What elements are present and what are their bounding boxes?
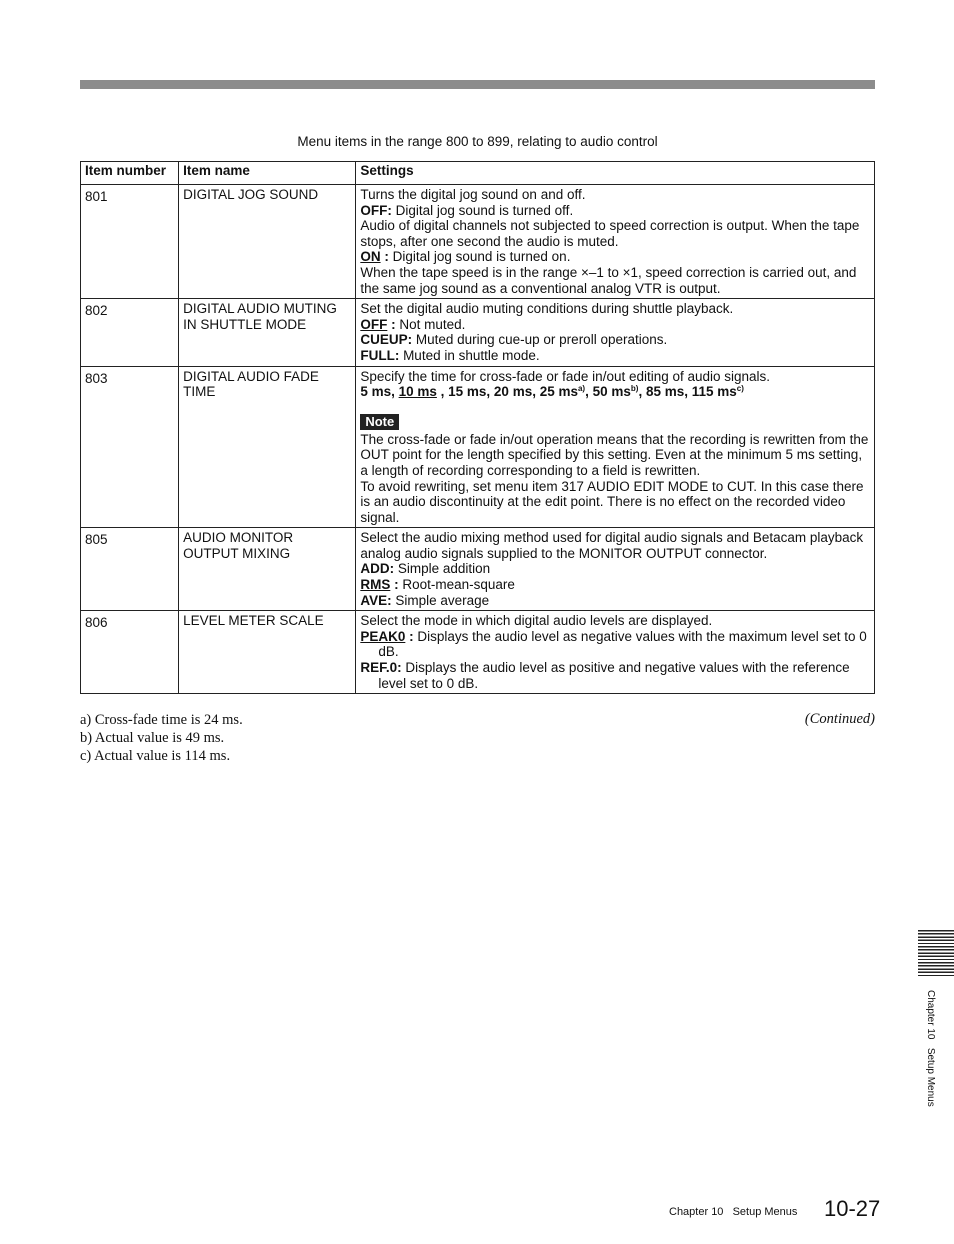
option-text: Muted in shuttle mode. [399,347,540,363]
item-name: DIGITAL AUDIO FADE TIME [179,366,356,528]
option-key: AVE: [360,592,392,608]
option-text: Displays the audio level as negative values with the maximum level set to 0 dB. [378,628,867,660]
option-key: FULL: [360,347,400,363]
item-settings [356,185,875,299]
note-text: The cross-fade or fade in/out operation means that the recording is rewritten from the OUT point for the length specified by this setting. Even at the minimum 5 ms setting, a length of recording corresponding to a field is rewritten. [360,431,869,478]
table-row [81,528,875,611]
option-text: Digital jog sound is turned on. [388,249,571,265]
option-colon: : [390,577,399,593]
footnote-ref: b) [630,384,639,394]
setting-desc: Select the audio mixing method used for digital audio signals and Betacam playback analog audio signals supplied to the MONITOR OUTPUT connector. [360,530,864,561]
option-key: ADD: [360,561,395,577]
item-settings [356,366,875,528]
option-text: Root-mean-square [398,577,515,593]
setting-option [360,203,870,219]
item-settings [356,528,875,611]
table-row [81,366,875,528]
setting-option [360,561,870,577]
note-text: To avoid rewriting, set menu item 317 AUDIO EDIT MODE to CUT. In this case there is an audio discontinuity at the edit point. There is no effect on the recorded video signal. [360,478,864,525]
option-key: OFF: [360,202,392,218]
setting-option [360,629,870,660]
setting-option [360,249,870,265]
item-name: DIGITAL AUDIO MUTING IN SHUTTLE MODE [179,299,356,366]
item-number: 805 [81,528,179,611]
setting-desc: Specify the time for cross-fade or fade in/out editing of audio signals. [360,368,771,384]
item-name: DIGITAL JOG SOUND [179,185,356,299]
option-value: , 50 ms [585,384,631,400]
option-key-default: PEAK0 [360,628,406,644]
option-text: Simple average [391,592,490,608]
table-row [81,299,875,366]
table-row [81,185,875,299]
item-number: 802 [81,299,179,366]
option-text: Digital jog sound is turned off. [391,202,574,218]
header-item-number: Item number [81,162,179,185]
chapter-thumb-tab [918,930,954,978]
option-text: Simple addition [394,561,491,577]
header-settings: Settings [356,162,875,185]
option-value: 5 ms, [360,384,399,400]
item-number: 806 [81,611,179,694]
note-badge: Note [360,414,399,430]
setting-desc: When the tape speed is in the range ×–1 to ×1, speed correction is carried out, and the same jog sound as a conventional analog VTR is output. [360,264,857,296]
table-header-row [81,162,875,185]
setting-desc: Select the mode in which digital audio levels are displayed. [360,613,713,629]
settings-table [80,161,875,694]
setting-option [360,348,870,364]
item-number: 801 [81,185,179,299]
item-name: LEVEL METER SCALE [179,611,356,694]
table-row [81,611,875,694]
option-key: REF.0: [360,660,402,676]
footer-chapter: Chapter 10 Setup Menus [669,1206,798,1218]
item-number: 803 [81,366,179,528]
page-number: 10-27 [824,1196,881,1221]
footnote-c: c) Actual value is 114 ms. [80,748,231,764]
option-text: Displays the audio level as positive and negative values with the reference level set to 0 dB. [378,660,850,691]
setting-option [360,593,870,609]
option-key-default: RMS [360,577,391,593]
setting-option [360,577,870,593]
setting-options-list [360,384,870,400]
option-text: Muted during cue-up or preroll operations. [412,332,668,348]
option-colon: : [380,249,389,265]
table-caption: Menu items in the range 800 to 899, relating to audio control [297,134,658,149]
option-value: , 85 ms, 115 ms [638,384,737,400]
setting-option [360,332,870,348]
option-key-default: ON [360,249,381,265]
option-key: CUEUP: [360,332,413,348]
header-item-name: Item name [179,162,356,185]
option-value: , 15 ms, 20 ms, 25 ms [436,384,578,400]
item-settings [356,611,875,694]
option-colon: : [387,316,396,332]
setting-desc: Audio of digital channels not subjected to speed correction is output. When the tape stops, after one second the audio is muted. [360,218,860,249]
setting-option [360,660,870,691]
option-text: Not muted. [395,316,466,332]
item-settings [356,299,875,366]
setting-option [360,317,870,333]
header-rule [80,80,875,89]
footnote-a: a) Cross-fade time is 24 ms. [80,712,243,728]
option-key-default: OFF [360,316,388,332]
setting-desc: Set the digital audio muting conditions during shuttle playback. [360,301,734,317]
footnote-b: b) Actual value is 49 ms. [80,730,225,746]
side-chapter-label: Chapter 10 Setup Menus [925,990,936,1107]
setting-desc: Turns the digital jog sound on and off. [360,187,586,202]
item-name: AUDIO MONITOR OUTPUT MIXING [179,528,356,611]
continued-label: (Continued) [804,711,875,727]
footnote-ref: a) [577,384,586,394]
footnote-ref: c) [736,384,744,394]
option-colon: : [405,628,414,644]
option-value-default: 10 ms [398,384,437,400]
